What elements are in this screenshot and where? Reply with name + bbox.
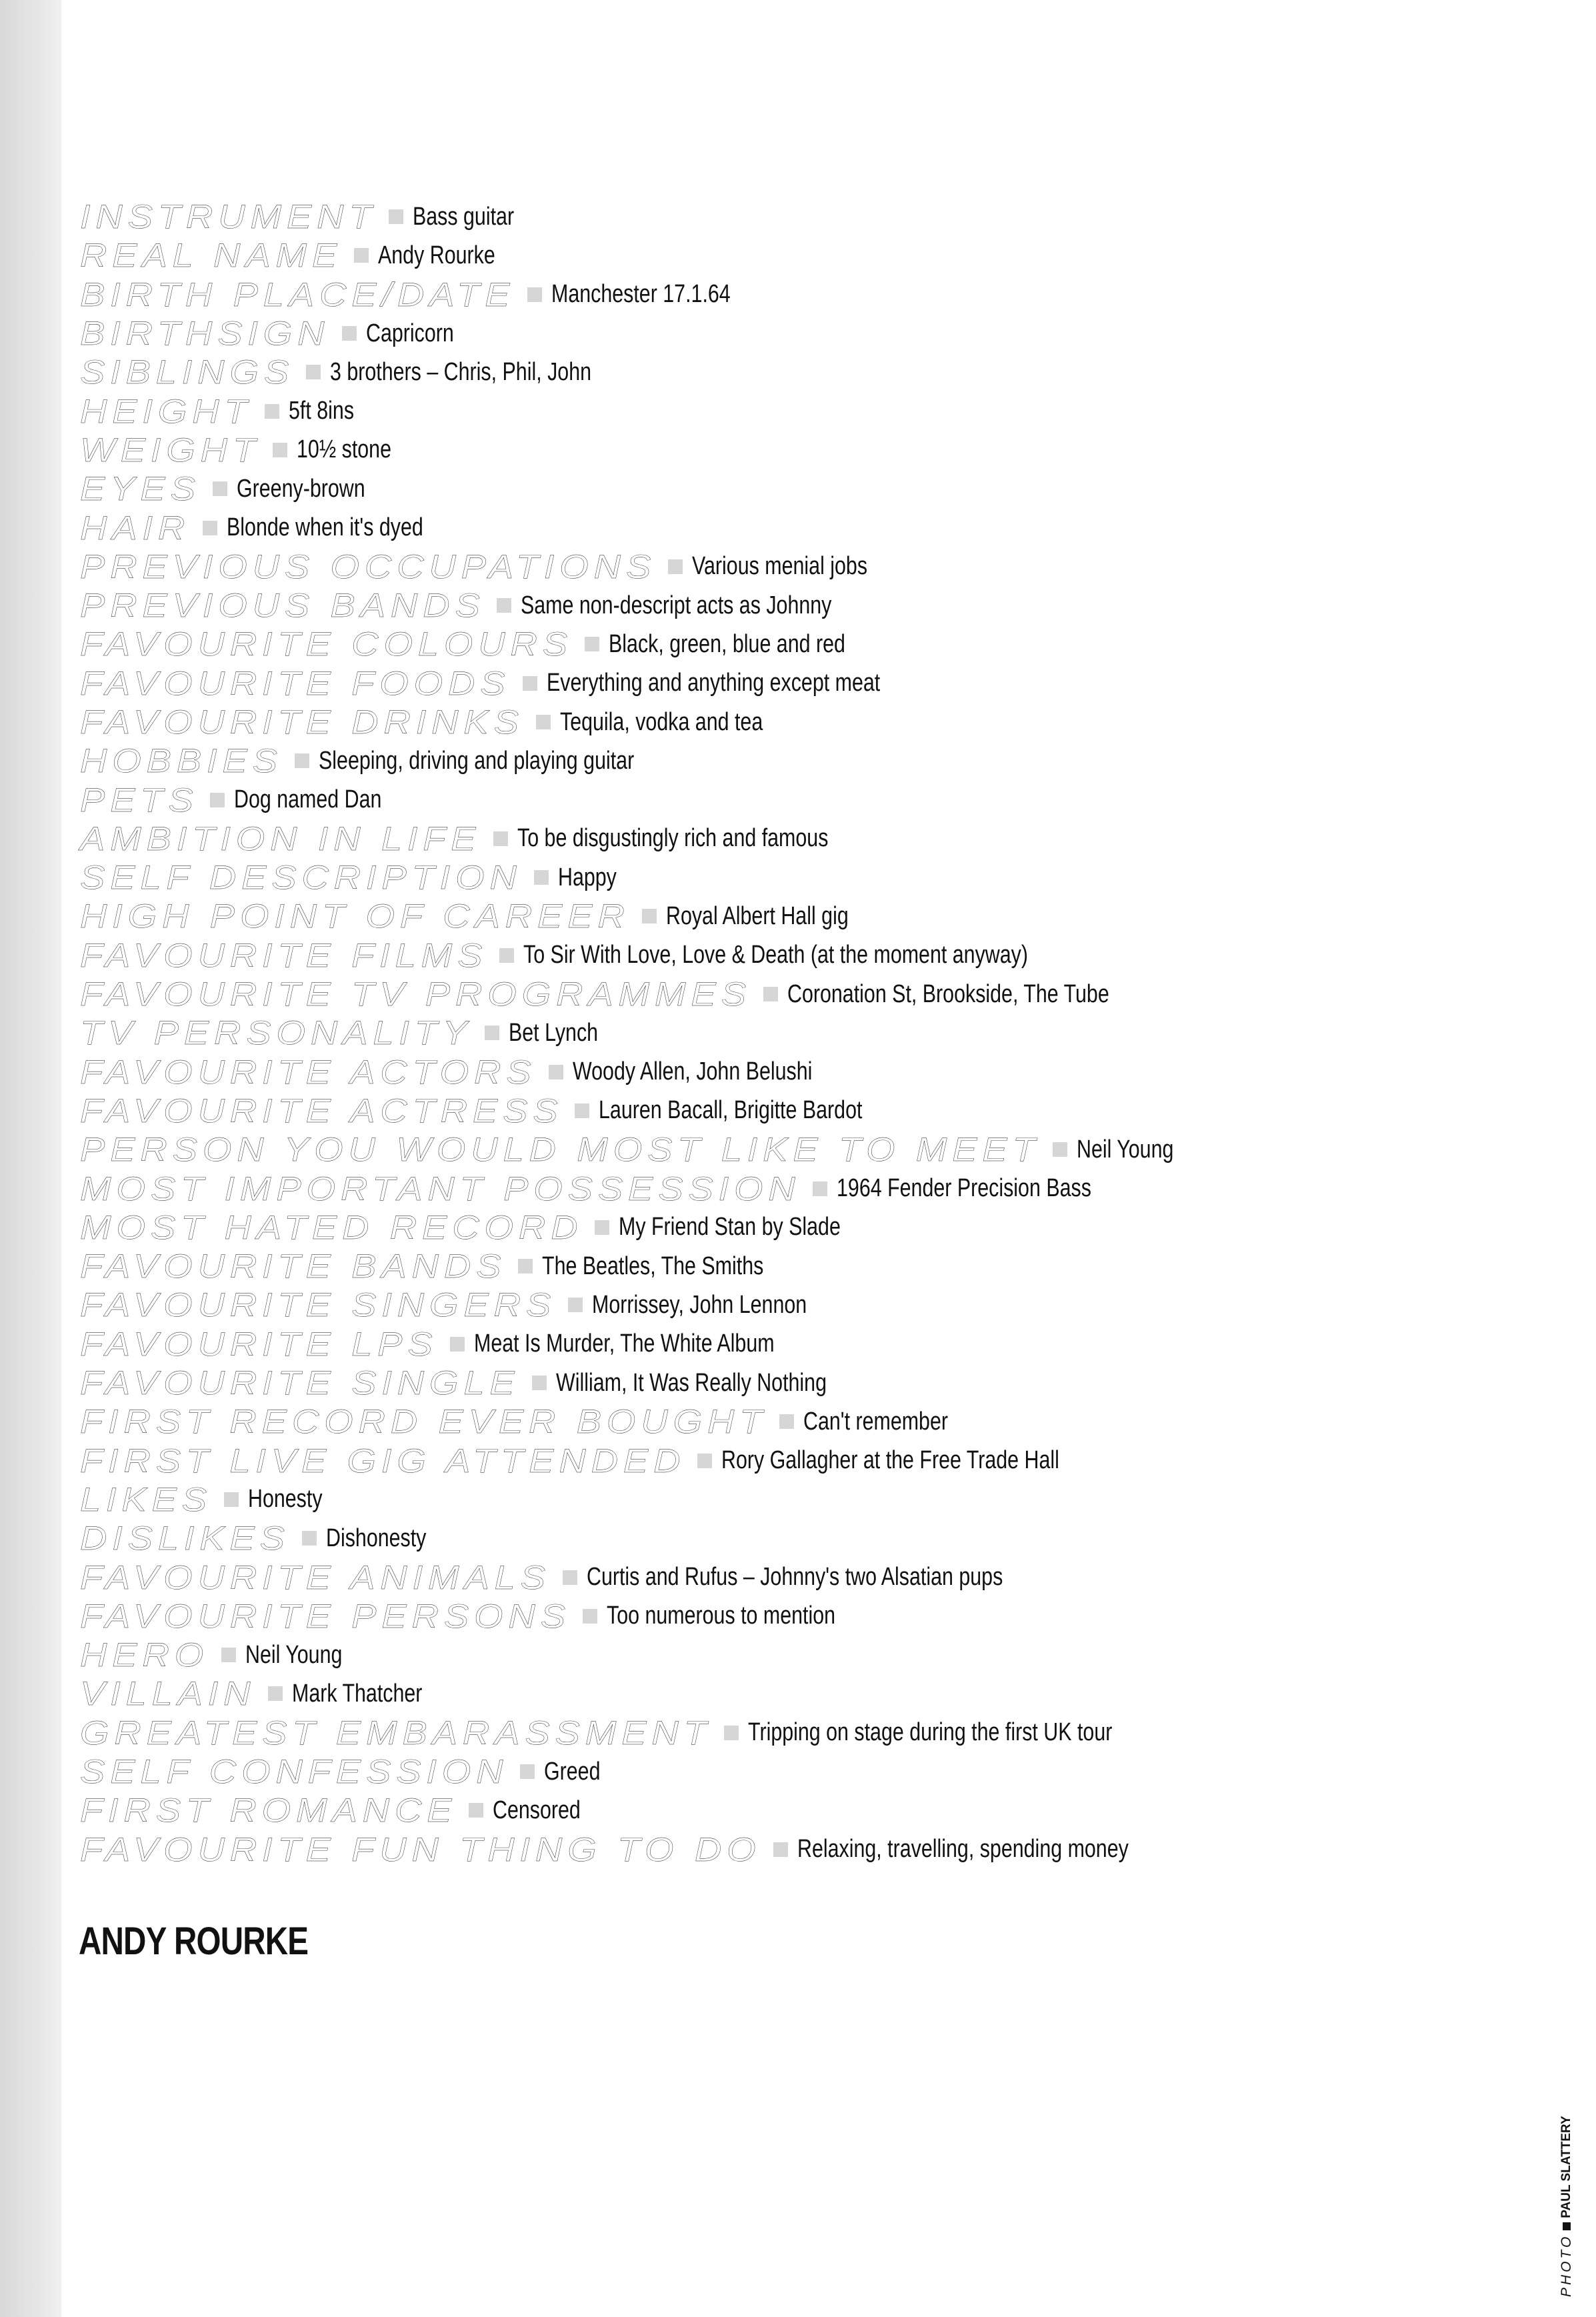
profile-fact-row: [80, 1830, 1513, 1868]
fact-label: WEIGHT: [80, 431, 261, 469]
fact-label: FAVOURITE FOODS: [80, 664, 511, 702]
fact-value: Can't remember: [803, 1407, 949, 1436]
fact-label: TV PERSONALITY: [80, 1014, 473, 1052]
photo-credit: [1559, 2116, 1575, 2297]
bullet-square-icon: [203, 521, 217, 535]
profile-fact-row: [80, 275, 1513, 314]
profile-name: ANDY ROURKE: [79, 1920, 309, 1963]
fact-label: FAVOURITE FILMS: [80, 936, 488, 974]
fact-value: Mark Thatcher: [291, 1679, 423, 1708]
profile-fact-row: [80, 1169, 1513, 1208]
bullet-square-icon: [210, 793, 225, 807]
profile-fact-row: [80, 236, 1513, 275]
fact-value: Meat Is Murder, The White Album: [473, 1330, 775, 1358]
fact-label: AMBITION IN LIFE: [80, 819, 481, 857]
profile-fact-row: [80, 1674, 1513, 1713]
bullet-square-icon: [306, 365, 321, 379]
fact-label: PERSON YOU WOULD MOST LIKE TO MEET: [80, 1131, 1041, 1169]
fact-value: Tequila, vodka and tea: [560, 707, 763, 736]
bullet-square-icon: [389, 209, 403, 224]
bullet-square-icon: [518, 1259, 533, 1274]
bullet-square-icon: [668, 559, 683, 574]
fact-value: Happy: [557, 863, 617, 891]
profile-fact-row: [80, 1519, 1513, 1558]
profile-fact-row: [80, 586, 1513, 625]
bullet-square-icon: [224, 1492, 239, 1507]
profile-fact-row: [80, 625, 1513, 663]
photo-credit-separator: [1563, 2222, 1571, 2230]
fact-value: 10½ stone: [297, 435, 391, 464]
profile-fact-row: [80, 1791, 1513, 1830]
photo-credit-photographer: PAUL SLATTERY: [1559, 2116, 1573, 2218]
fact-label: PREVIOUS OCCUPATIONS: [80, 547, 657, 585]
profile-fact-row: [80, 1558, 1513, 1596]
bullet-square-icon: [450, 1337, 465, 1352]
bullet-square-icon: [583, 1609, 597, 1624]
fact-label: SELF CONFESSION: [80, 1753, 509, 1791]
fact-label: HEIGHT: [80, 392, 253, 430]
bullet-square-icon: [342, 326, 357, 341]
fact-label: FAVOURITE SINGLE: [80, 1364, 520, 1402]
fact-value: Various menial jobs: [691, 552, 867, 581]
bullet-square-icon: [265, 404, 279, 419]
bullet-square-icon: [354, 248, 369, 263]
fact-value: Black, green, blue and red: [608, 629, 845, 658]
bullet-square-icon: [763, 987, 778, 1001]
profile-fact-row: [80, 664, 1513, 703]
profile-facts-list: [80, 197, 1513, 1869]
bullet-square-icon: [295, 753, 309, 768]
fact-value: Sleeping, driving and playing guitar: [319, 746, 635, 775]
fact-label: REAL NAME: [80, 237, 343, 275]
bullet-square-icon: [536, 715, 551, 729]
fact-label: MOST IMPORTANT POSSESSION: [80, 1170, 801, 1208]
fact-label: HIGH POINT OF CAREER: [80, 897, 630, 935]
bullet-square-icon: [469, 1803, 483, 1818]
profile-fact-row: [80, 703, 1513, 741]
fact-value: Andy Rourke: [378, 241, 495, 269]
fact-label: INSTRUMENT: [80, 198, 377, 236]
bullet-square-icon: [568, 1298, 583, 1312]
fact-label: FAVOURITE ANIMALS: [80, 1558, 551, 1596]
bullet-square-icon: [493, 831, 508, 846]
profile-fact-row: [80, 1208, 1513, 1247]
fact-label: FAVOURITE ACTORS: [80, 1053, 537, 1091]
profile-fact-row: [80, 431, 1513, 469]
profile-fact-row: [80, 391, 1513, 430]
fact-label: EYES: [80, 470, 201, 508]
profile-fact-row: [80, 547, 1513, 586]
fact-value: Royal Albert Hall gig: [666, 901, 849, 930]
bullet-square-icon: [534, 870, 549, 885]
profile-fact-row: [80, 314, 1513, 353]
fact-value: Manchester 17.1.64: [551, 280, 731, 309]
profile-fact-row: [80, 1714, 1513, 1752]
fact-label: HERO: [80, 1636, 209, 1674]
fact-value: Capricorn: [365, 319, 454, 347]
profile-fact-row: [80, 1636, 1513, 1674]
profile-fact-row: [80, 1480, 1513, 1519]
bullet-square-icon: [302, 1531, 317, 1546]
profile-fact-row: [80, 1130, 1513, 1169]
profile-fact-row: [80, 1752, 1513, 1791]
fact-value: 1964 Fender Precision Bass: [836, 1174, 1091, 1203]
fact-label: GREATEST EMBARASSMENT: [80, 1714, 712, 1752]
profile-fact-row: [80, 197, 1513, 236]
fact-label: FAVOURITE SINGERS: [80, 1286, 557, 1324]
bullet-square-icon: [1053, 1142, 1067, 1157]
profile-fact-row: [80, 1013, 1513, 1052]
profile-fact-row: [80, 1364, 1513, 1402]
fact-label: FAVOURITE DRINKS: [80, 703, 524, 741]
fact-value: Rory Gallagher at the Free Trade Hall: [721, 1446, 1060, 1475]
profile-fact-row: [80, 1247, 1513, 1286]
fact-value: Curtis and Rufus – Johnny's two Alsatian pups: [587, 1563, 1003, 1592]
photo-credit-label: PHOTO: [1559, 2234, 1574, 2297]
bullet-square-icon: [527, 287, 542, 302]
page-binding-strip: [0, 0, 61, 2317]
fact-value: Greeny-brown: [237, 474, 365, 503]
fact-value: Too numerous to mention: [606, 1602, 836, 1630]
fact-label: DISLIKES: [80, 1520, 290, 1558]
profile-fact-row: [80, 353, 1513, 391]
profile-fact-row: [80, 975, 1513, 1013]
profile-fact-row: [80, 1325, 1513, 1364]
fact-value: Bet Lynch: [508, 1018, 598, 1047]
profile-fact-row: [80, 780, 1513, 819]
bullet-square-icon: [520, 1764, 535, 1779]
fact-label: FAVOURITE ACTRESS: [80, 1091, 563, 1129]
bullet-square-icon: [549, 1065, 563, 1079]
fact-value: William, It Was Really Nothing: [555, 1368, 827, 1397]
fact-value: To be disgustingly rich and famous: [517, 824, 828, 853]
fact-label: FIRST ROMANCE: [80, 1792, 457, 1830]
fact-label: PREVIOUS BANDS: [80, 587, 485, 625]
fact-label: VILLAIN: [80, 1675, 256, 1713]
bullet-square-icon: [485, 1025, 499, 1040]
bullet-square-icon: [563, 1570, 577, 1585]
fact-label: PETS: [80, 781, 199, 819]
bullet-square-icon: [213, 481, 227, 496]
fact-value: Lauren Bacall, Brigitte Bardot: [599, 1096, 863, 1125]
fact-label: BIRTHSIGN: [80, 315, 330, 353]
profile-fact-row: [80, 741, 1513, 780]
bullet-square-icon: [575, 1103, 589, 1118]
bullet-square-icon: [268, 1686, 283, 1701]
fact-label: HOBBIES: [80, 742, 283, 780]
bullet-square-icon: [273, 443, 287, 457]
fact-label: LIKES: [80, 1480, 212, 1518]
fact-value: Dog named Dan: [234, 785, 382, 814]
bullet-square-icon: [585, 637, 599, 651]
profile-fact-row: [80, 1597, 1513, 1636]
fact-value: Censored: [493, 1796, 581, 1824]
fact-label: FAVOURITE FUN THING TO DO: [80, 1830, 761, 1868]
fact-value: Honesty: [247, 1485, 323, 1514]
fact-value: Coronation St, Brookside, The Tube: [787, 979, 1109, 1008]
profile-fact-row: [80, 819, 1513, 858]
profile-fact-row: [80, 1442, 1513, 1480]
bullet-square-icon: [697, 1454, 712, 1468]
fact-label: FAVOURITE TV PROGRAMMES: [80, 975, 751, 1013]
fact-value: 3 brothers – Chris, Phil, John: [329, 357, 591, 386]
bullet-square-icon: [779, 1414, 794, 1429]
bullet-square-icon: [642, 909, 657, 923]
fact-value: Relaxing, travelling, spending money: [797, 1835, 1129, 1864]
fact-value: Tripping on stage during the first UK tour: [747, 1718, 1113, 1747]
fact-value: My Friend Stan by Slade: [619, 1213, 841, 1242]
fact-label: MOST HATED RECORD: [80, 1208, 583, 1246]
fact-value: Same non-descript acts as Johnny: [521, 591, 832, 619]
bullet-square-icon: [523, 676, 537, 691]
profile-fact-row: [80, 1091, 1513, 1130]
profile-fact-row: [80, 936, 1513, 975]
fact-value: Neil Young: [1077, 1135, 1174, 1164]
fact-value: To Sir With Love, Love & Death (at the moment anyway): [523, 941, 1029, 969]
fact-value: Bass guitar: [413, 202, 515, 231]
profile-fact-row: [80, 1053, 1513, 1091]
bullet-square-icon: [221, 1648, 236, 1662]
fact-label: FAVOURITE LPS: [80, 1325, 438, 1363]
bullet-square-icon: [532, 1376, 547, 1390]
bullet-square-icon: [773, 1842, 788, 1857]
fact-label: FAVOURITE COLOURS: [80, 625, 573, 663]
fact-value: 5ft 8ins: [288, 397, 354, 425]
profile-fact-row: [80, 1402, 1513, 1441]
fact-label: BIRTH PLACE/DATE: [80, 275, 515, 313]
fact-value: Woody Allen, John Belushi: [572, 1057, 813, 1086]
fact-label: FAVOURITE BANDS: [80, 1248, 507, 1286]
bullet-square-icon: [595, 1220, 609, 1235]
fact-label: FIRST RECORD EVER BOUGHT: [80, 1403, 768, 1441]
bullet-square-icon: [499, 948, 514, 963]
fact-label: HAIR: [80, 509, 191, 547]
fact-value: Morrissey, John Lennon: [591, 1290, 807, 1319]
fact-label: SELF DESCRIPTION: [80, 859, 522, 897]
fact-value: Dishonesty: [325, 1524, 427, 1552]
profile-fact-row: [80, 508, 1513, 547]
fact-value: Neil Young: [245, 1640, 343, 1669]
profile-fact-row: [80, 1286, 1513, 1324]
fact-label: SIBLINGS: [80, 353, 295, 391]
fact-label: FAVOURITE PERSONS: [80, 1597, 571, 1635]
profile-fact-row: [80, 897, 1513, 935]
fact-label: FIRST LIVE GIG ATTENDED: [80, 1442, 686, 1480]
bullet-square-icon: [813, 1182, 827, 1196]
profile-fact-row: [80, 858, 1513, 897]
bullet-square-icon: [724, 1726, 739, 1740]
fact-value: Greed: [544, 1757, 601, 1786]
fact-value: The Beatles, The Smiths: [542, 1252, 764, 1280]
fact-value: Everything and anything except meat: [546, 669, 881, 697]
bullet-square-icon: [497, 598, 511, 613]
profile-fact-row: [80, 469, 1513, 508]
fact-value: Blonde when it's dyed: [226, 513, 423, 542]
